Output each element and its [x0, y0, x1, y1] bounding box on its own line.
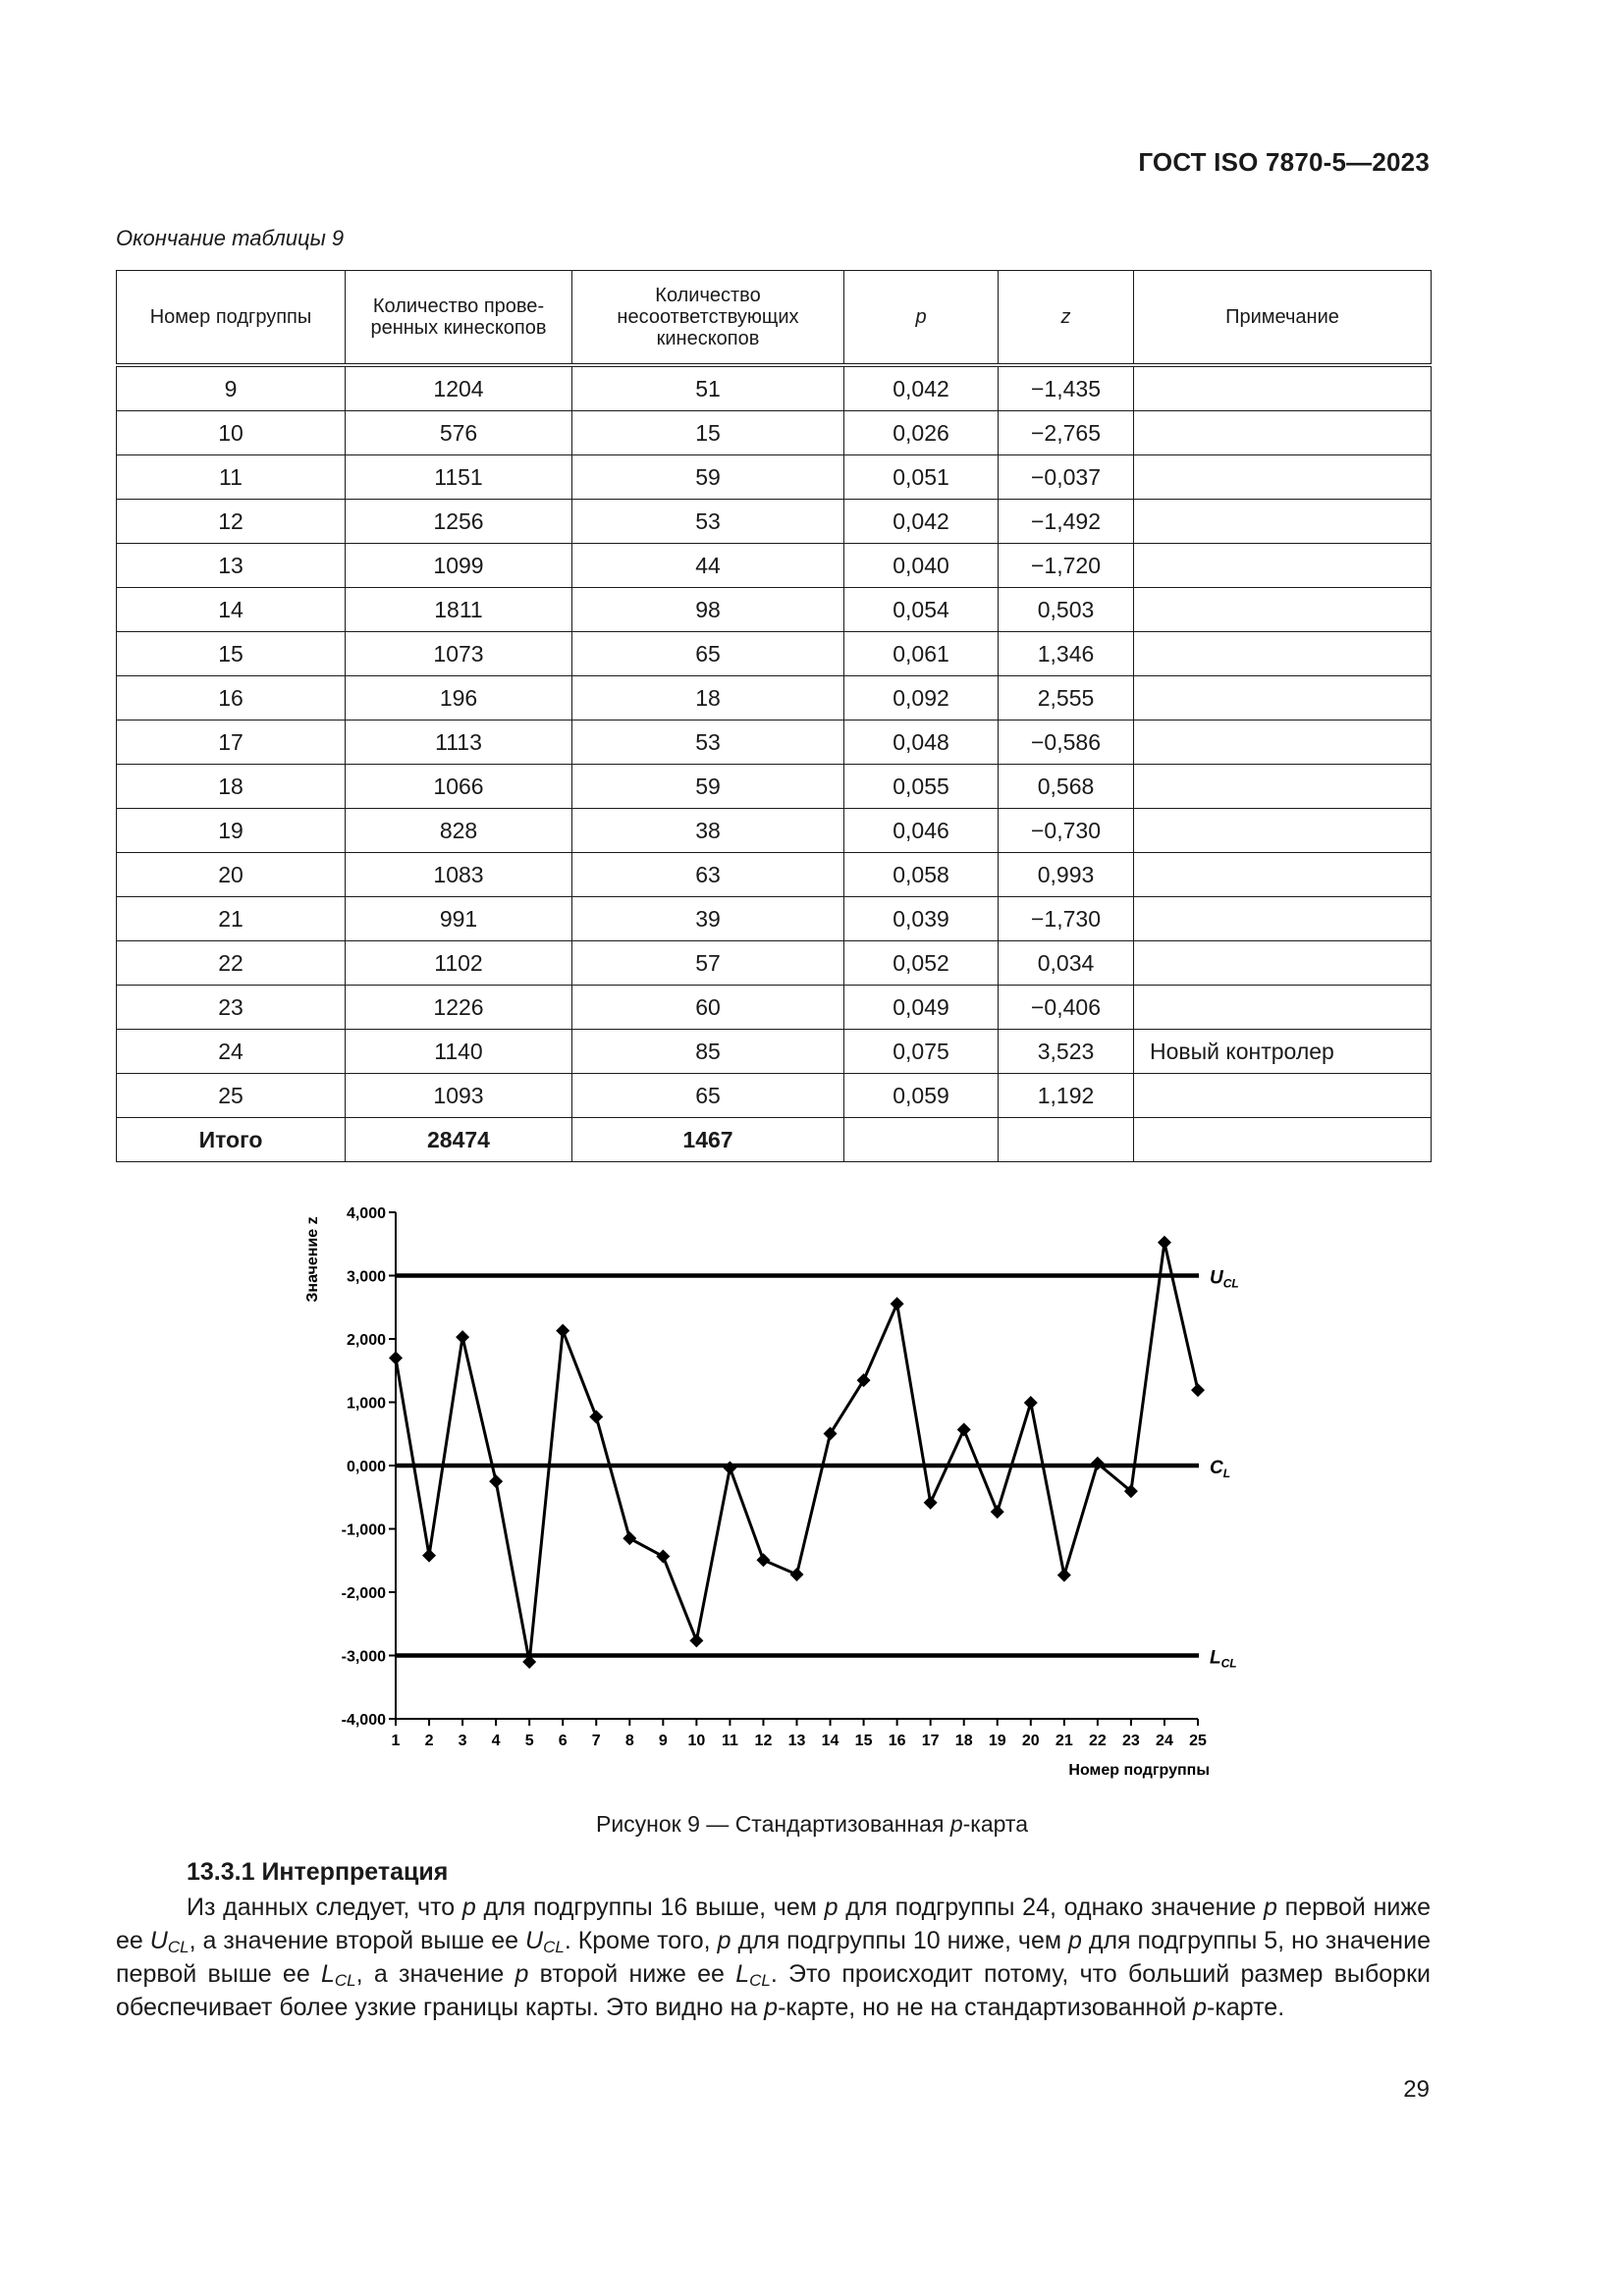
cell-n: 20 [117, 853, 346, 897]
cell-z: −1,492 [999, 500, 1134, 544]
table-row [117, 544, 1432, 588]
cell-n: 21 [117, 897, 346, 941]
cell-inspected: 1140 [346, 1030, 572, 1074]
data-point [389, 1351, 403, 1364]
cell-z: −1,730 [999, 897, 1134, 941]
data-point [456, 1330, 469, 1344]
cell-nc: 63 [572, 853, 844, 897]
y-axis-label: Значение z [304, 1216, 321, 1303]
cell-n: 11 [117, 455, 346, 500]
cell-z: −0,730 [999, 809, 1134, 853]
cell-note [1134, 588, 1432, 632]
data-point [1191, 1383, 1205, 1397]
cell-p: 0,052 [844, 941, 999, 986]
cell-nc: 51 [572, 365, 844, 411]
data-point [589, 1410, 603, 1423]
cell-p: 0,046 [844, 809, 999, 853]
cell-p: 0,051 [844, 455, 999, 500]
cell-inspected: 1151 [346, 455, 572, 500]
cell-note [1134, 1074, 1432, 1118]
cell-nc: 57 [572, 941, 844, 986]
cell-note [1134, 455, 1432, 500]
cell-z: −0,586 [999, 721, 1134, 765]
cell-n: 13 [117, 544, 346, 588]
cell-nc: 59 [572, 765, 844, 809]
cell-p: 0,042 [844, 365, 999, 411]
table-row [117, 676, 1432, 721]
cell-n: 16 [117, 676, 346, 721]
x-tick-label: 14 [821, 1733, 839, 1749]
cell-p: 0,058 [844, 853, 999, 897]
table-header-row [117, 271, 1432, 366]
cell-n: 14 [117, 588, 346, 632]
cell-z: 2,555 [999, 676, 1134, 721]
cell-inspected: 1066 [346, 765, 572, 809]
control-line-label-cl: $C_L$ [1210, 1458, 1231, 1480]
cell-p: 0,059 [844, 1074, 999, 1118]
cell-p: 0,055 [844, 765, 999, 809]
x-tick-label: 18 [954, 1733, 973, 1749]
data-point [1124, 1484, 1138, 1498]
cell-z: 0,568 [999, 765, 1134, 809]
data-point [1057, 1569, 1071, 1582]
cell-inspected: 196 [346, 676, 572, 721]
cell-z: −1,720 [999, 544, 1134, 588]
cell-note [1134, 986, 1432, 1030]
y-tick-label: 1,000 [346, 1395, 386, 1413]
cell-nc: 60 [572, 986, 844, 1030]
y-tick-label: -4,000 [341, 1712, 386, 1729]
cell-note [1134, 632, 1432, 676]
data-point [1158, 1236, 1171, 1250]
header-nonconforming [572, 271, 844, 366]
x-tick-label: 1 [391, 1733, 401, 1749]
cell-n: 9 [117, 365, 346, 411]
table-total-row [117, 1118, 1432, 1162]
data-point [1091, 1457, 1105, 1470]
x-tick-label: 10 [687, 1733, 706, 1749]
data-point [790, 1568, 804, 1581]
cell-z: 0,993 [999, 853, 1134, 897]
cell-n: 12 [117, 500, 346, 544]
x-tick-label: 23 [1122, 1733, 1140, 1749]
total-label: Итого [117, 1118, 346, 1162]
x-tick-label: 19 [988, 1733, 1006, 1749]
data-point [824, 1427, 838, 1441]
total-inspected: 28474 [346, 1118, 572, 1162]
total-empty-note [1134, 1118, 1432, 1162]
cell-inspected: 1083 [346, 853, 572, 897]
data-point [957, 1422, 971, 1436]
cell-nc: 98 [572, 588, 844, 632]
table-row [117, 941, 1432, 986]
cell-p: 0,040 [844, 544, 999, 588]
cell-inspected: 1811 [346, 588, 572, 632]
cell-note [1134, 809, 1432, 853]
total-nonconforming: 1467 [572, 1118, 844, 1162]
x-tick-label: 22 [1088, 1733, 1107, 1749]
data-point [656, 1550, 670, 1564]
cell-note [1134, 853, 1432, 897]
cell-nc: 15 [572, 411, 844, 455]
cell-z: 1,192 [999, 1074, 1134, 1118]
header-subgroup: Номер подгруппы [117, 271, 346, 366]
x-tick-label: 15 [854, 1733, 873, 1749]
data-point [689, 1633, 703, 1647]
cell-p: 0,039 [844, 897, 999, 941]
x-tick-label: 16 [888, 1733, 906, 1749]
x-tick-label: 3 [458, 1733, 467, 1749]
cell-z: −2,765 [999, 411, 1134, 455]
cell-inspected: 1226 [346, 986, 572, 1030]
x-tick-label: 6 [558, 1733, 568, 1749]
cell-inspected: 1099 [346, 544, 572, 588]
cell-inspected: 1073 [346, 632, 572, 676]
cell-inspected: 1204 [346, 365, 572, 411]
table-row [117, 411, 1432, 455]
header-note: Примечание [1134, 271, 1432, 366]
header-nonconforming-text: Количество несоответствующих кинескопов [617, 285, 799, 349]
cell-p: 0,042 [844, 500, 999, 544]
x-tick-label: 24 [1156, 1733, 1173, 1749]
table-row [117, 809, 1432, 853]
header-p: p [844, 271, 999, 366]
table-row [117, 765, 1432, 809]
cell-nc: 65 [572, 632, 844, 676]
cell-note [1134, 365, 1432, 411]
document-code: ГОСТ ISO 7870-5—2023 [1138, 147, 1430, 177]
table-row [117, 588, 1432, 632]
section-title: 13.3.1 Интерпретация [187, 1858, 449, 1886]
cell-p: 0,092 [844, 676, 999, 721]
cell-p: 0,026 [844, 411, 999, 455]
y-tick-label: -1,000 [341, 1522, 386, 1539]
x-tick-label: 17 [921, 1733, 940, 1749]
table-row [117, 986, 1432, 1030]
cell-nc: 65 [572, 1074, 844, 1118]
table-row [117, 365, 1432, 411]
cell-inspected: 1093 [346, 1074, 572, 1118]
cell-note [1134, 544, 1432, 588]
figure-caption-p: p [949, 1811, 963, 1837]
cell-z: −0,037 [999, 455, 1134, 500]
cell-z: 1,346 [999, 632, 1134, 676]
table-row [117, 632, 1432, 676]
x-tick-label: 4 [491, 1733, 501, 1749]
header-z: z [999, 271, 1134, 366]
cell-note [1134, 765, 1432, 809]
x-axis-label: Номер подгруппы [1068, 1762, 1210, 1779]
cell-nc: 18 [572, 676, 844, 721]
table-row [117, 721, 1432, 765]
data-point [489, 1474, 503, 1488]
y-tick-label: 0,000 [346, 1459, 386, 1475]
y-tick-label: -3,000 [341, 1648, 386, 1666]
cell-n: 15 [117, 632, 346, 676]
cell-z: 0,503 [999, 588, 1134, 632]
x-tick-label: 12 [754, 1733, 773, 1749]
cell-nc: 38 [572, 809, 844, 853]
cell-inspected: 828 [346, 809, 572, 853]
z-series-line [396, 1243, 1198, 1662]
table-caption: Окончание таблицы 9 [116, 226, 345, 250]
cell-inspected: 1256 [346, 500, 572, 544]
cell-p: 0,054 [844, 588, 999, 632]
control-line-label-ucl: $U_{CL}$ [1210, 1267, 1239, 1291]
data-point [924, 1496, 938, 1510]
y-tick-label: 4,000 [346, 1205, 386, 1222]
x-tick-label: 13 [787, 1733, 806, 1749]
total-empty-z [999, 1118, 1134, 1162]
cell-n: 24 [117, 1030, 346, 1074]
figure-caption-before: Рисунок 9 — Стандартизованная [595, 1811, 950, 1837]
x-tick-label: 20 [1021, 1733, 1040, 1749]
x-tick-label: 11 [721, 1733, 738, 1749]
data-point [857, 1373, 871, 1387]
data-point [756, 1553, 770, 1567]
table-row [117, 500, 1432, 544]
cell-inspected: 1102 [346, 941, 572, 986]
cell-nc: 44 [572, 544, 844, 588]
y-tick-label: 2,000 [346, 1332, 386, 1349]
x-tick-label: 9 [658, 1733, 668, 1749]
cell-n: 18 [117, 765, 346, 809]
cell-nc: 39 [572, 897, 844, 941]
table-row [117, 897, 1432, 941]
cell-note: Новый контролер [1134, 1030, 1432, 1074]
figure-caption [0, 1811, 1624, 1838]
table-row [117, 853, 1432, 897]
data-table [116, 270, 1432, 1162]
cell-note [1134, 897, 1432, 941]
data-point [991, 1505, 1004, 1519]
cell-nc: 85 [572, 1030, 844, 1074]
cell-z: 0,034 [999, 941, 1134, 986]
data-point [723, 1461, 736, 1474]
data-point [522, 1655, 536, 1669]
cell-nc: 53 [572, 500, 844, 544]
cell-p: 0,049 [844, 986, 999, 1030]
cell-n: 10 [117, 411, 346, 455]
cell-inspected: 991 [346, 897, 572, 941]
data-point [1024, 1396, 1038, 1410]
figure-caption-after: -карта [962, 1811, 1028, 1837]
cell-note [1134, 411, 1432, 455]
cell-n: 25 [117, 1074, 346, 1118]
page-number: 29 [1403, 2076, 1430, 2103]
data-point [422, 1549, 436, 1563]
cell-p: 0,075 [844, 1030, 999, 1074]
y-tick-label: 3,000 [346, 1268, 386, 1286]
x-tick-label: 5 [524, 1733, 534, 1749]
cell-z: −1,435 [999, 365, 1134, 411]
y-tick-label: -2,000 [341, 1585, 386, 1602]
cell-nc: 53 [572, 721, 844, 765]
cell-n: 23 [117, 986, 346, 1030]
x-tick-label: 2 [424, 1733, 434, 1749]
table-row [117, 1030, 1432, 1074]
cell-nc: 59 [572, 455, 844, 500]
x-tick-label: 21 [1055, 1733, 1073, 1749]
header-inspected [346, 271, 572, 366]
control-line-label-lcl: $L_{CL}$ [1210, 1647, 1237, 1671]
cell-p: 0,048 [844, 721, 999, 765]
data-point [891, 1297, 904, 1310]
table-row [117, 455, 1432, 500]
cell-p: 0,061 [844, 632, 999, 676]
cell-note [1134, 500, 1432, 544]
x-tick-label: 7 [591, 1733, 601, 1749]
cell-n: 17 [117, 721, 346, 765]
cell-note [1134, 941, 1432, 986]
cell-note [1134, 676, 1432, 721]
data-point [623, 1531, 636, 1545]
data-point [556, 1324, 569, 1338]
x-tick-label: 25 [1189, 1733, 1207, 1749]
total-empty-p [844, 1118, 999, 1162]
cell-inspected: 1113 [346, 721, 572, 765]
x-tick-label: 8 [624, 1733, 634, 1749]
table-body [117, 365, 1432, 1162]
cell-inspected: 576 [346, 411, 572, 455]
table-row [117, 1074, 1432, 1118]
cell-z: 3,523 [999, 1030, 1134, 1074]
header-inspected-text: Количество проверенных кинескопов [370, 295, 547, 339]
cell-note [1134, 721, 1432, 765]
cell-z: −0,406 [999, 986, 1134, 1030]
cell-n: 19 [117, 809, 346, 853]
cell-n: 22 [117, 941, 346, 986]
section-paragraph: Из данных следует, что p для подгруппы 16 выше, чем p для подгруппы 24, однако значение p первой ниже ее $U_{CL}$, а значение второй выше ее $U_{CL}$. Кроме того, p для подгруппы 10 ниже, чем p для подгруппы 5, но значение первой выше ее $L_{CL}$, а значение p второй ниже ее $L_{CL}$. Это происходит потому, что больший размер выборки обеспечивает более узкие границы карты. Это видно на p-карте, но не на стандартизованной p-карте. [116, 1894, 1431, 2021]
